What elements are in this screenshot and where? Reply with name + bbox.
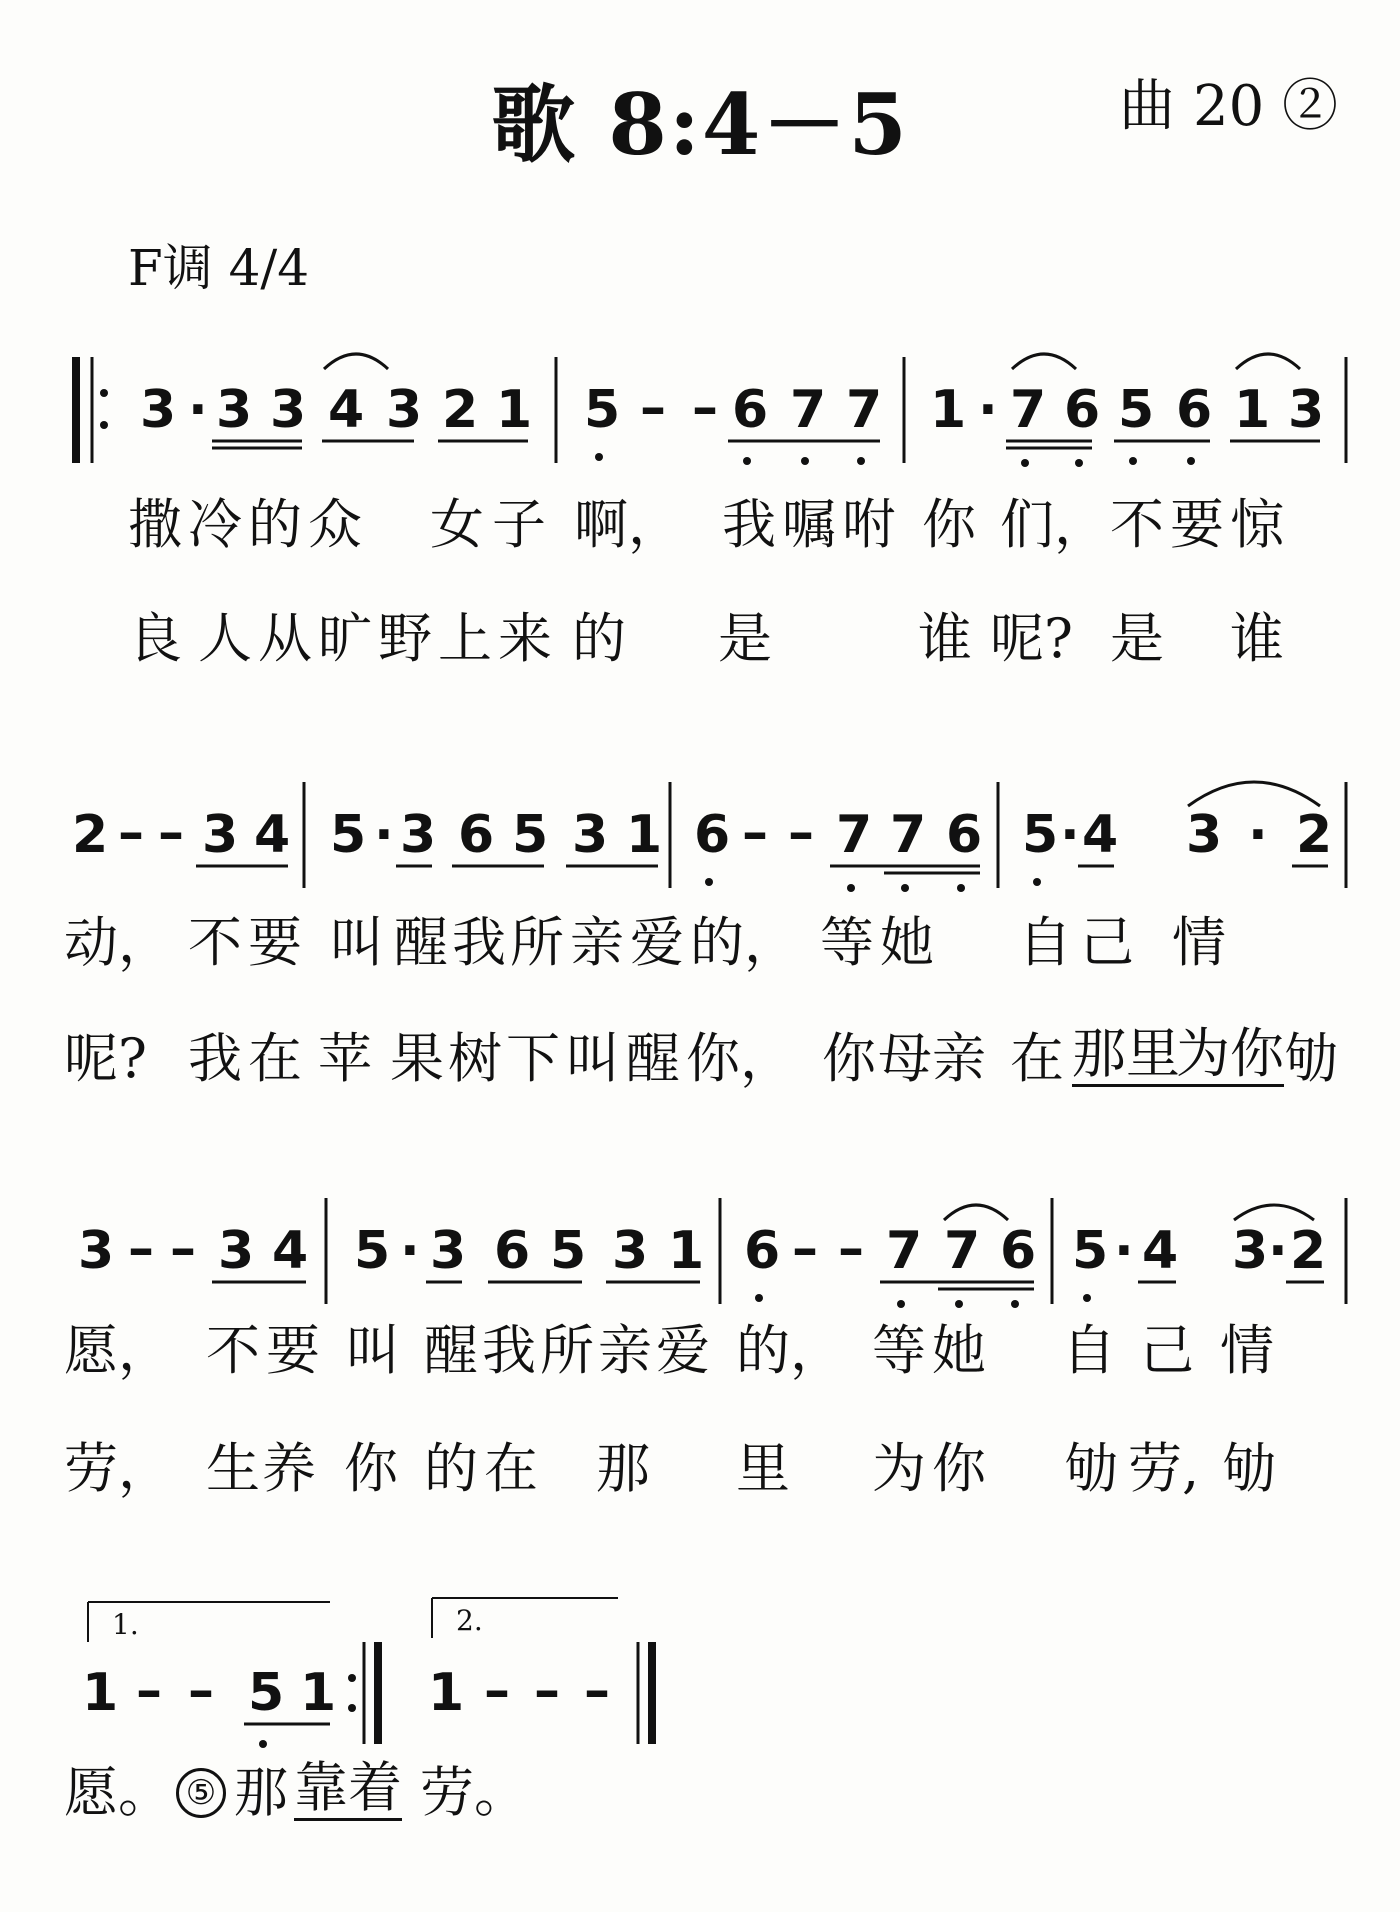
lyric-line-3 <box>0 908 1400 978</box>
lyric-char: 的 <box>424 1437 478 1500</box>
dash: – <box>136 1661 162 1721</box>
note: 3 <box>218 1221 255 1281</box>
repeat-dot <box>348 1704 356 1712</box>
lyric-char: 醒 <box>626 1027 680 1090</box>
lyric-char: 那 <box>596 1437 650 1500</box>
lyric-line-4 <box>0 1024 1400 1094</box>
lyric-char: 要 <box>266 1319 320 1382</box>
lyric-char: 良 <box>128 607 182 670</box>
note: 5 <box>248 1663 285 1723</box>
note: 3 <box>270 380 307 440</box>
note: 1 <box>496 380 533 440</box>
lyric-char: 那 <box>234 1761 288 1824</box>
dash: – <box>118 803 144 863</box>
lyric-char: 愿， <box>64 1319 172 1382</box>
lyric-char: 的 <box>248 493 302 556</box>
lyric-char: 里 <box>736 1437 790 1500</box>
lyric-char: 在 <box>248 1027 302 1090</box>
lyric-underlined-word: 为你 <box>1176 1022 1284 1085</box>
staff-2 <box>0 770 1400 880</box>
dash: – <box>792 1219 818 1279</box>
dash: – <box>692 378 718 438</box>
octave-dot <box>595 453 603 461</box>
dot-extension: · <box>1268 1221 1288 1281</box>
note: 6 <box>458 805 495 865</box>
note: 5 <box>512 805 549 865</box>
staff-4 <box>0 1594 1400 1723</box>
lyric-char: 所 <box>540 1319 594 1382</box>
note: 3 <box>386 380 423 440</box>
lyric-char: 呢? <box>64 1027 147 1090</box>
octave-dot <box>743 457 751 465</box>
note: 6 <box>744 1221 781 1281</box>
lyric-char: 从 <box>258 607 312 670</box>
octave-dot <box>1033 878 1041 886</box>
note: 6 <box>494 1221 531 1281</box>
dot-extension: · <box>1114 1221 1134 1281</box>
lyric-char: 旷 <box>318 607 372 670</box>
lyric-char: 是 <box>1110 607 1164 670</box>
note: 1 <box>428 1663 465 1723</box>
lyric-char: 野 <box>378 607 432 670</box>
lyric-char: 的， <box>736 1319 844 1382</box>
lyric-char: 嘱 <box>782 493 836 556</box>
lyric-char: 劳, <box>1128 1437 1200 1500</box>
dash: – <box>742 803 768 863</box>
dot-extension: · <box>978 380 998 440</box>
lyric-char: 情 <box>1172 911 1226 974</box>
octave-dot <box>1075 459 1083 467</box>
lyric-char: 不 <box>206 1319 260 1382</box>
lyric-char: 动， <box>64 911 172 974</box>
volta-number-1: 1. <box>112 1608 139 1641</box>
lyric-char: 在 <box>1010 1027 1064 1090</box>
note: 6 <box>1000 1221 1037 1281</box>
dash: – <box>484 1661 510 1721</box>
note: 7 <box>846 380 883 440</box>
dash: – <box>788 803 814 863</box>
slur <box>1234 1205 1314 1220</box>
lyric-char: 母 <box>878 1027 932 1090</box>
lyric-char: 你， <box>686 1027 794 1090</box>
note: 6 <box>732 380 769 440</box>
lyric-char: 惊 <box>1230 493 1284 556</box>
lyric-char: 的， <box>690 911 798 974</box>
note: 2 <box>1296 805 1333 865</box>
note: 3 <box>612 1221 649 1281</box>
note: 3 <box>202 805 239 865</box>
lyric-char: 人 <box>198 607 252 670</box>
note: 5 <box>1072 1221 1109 1281</box>
lyric-line-7 <box>0 1758 1400 1828</box>
lyric-char: 醒 <box>394 911 448 974</box>
lyric-char: 醒 <box>424 1319 478 1382</box>
note: 1 <box>626 805 663 865</box>
staff-3-svg <box>0 1186 1400 1326</box>
lyric-char: 我 <box>482 1319 536 1382</box>
note: 6 <box>1064 380 1101 440</box>
octave-dot <box>1083 1294 1091 1302</box>
octave-dot <box>1187 457 1195 465</box>
lyric-char: 情 <box>1220 1319 1274 1382</box>
page-title: 歌 8:4－5 <box>491 75 909 174</box>
lyric-char: 劬 <box>1222 1437 1276 1500</box>
dash: – <box>170 1219 196 1279</box>
slur <box>1188 782 1320 806</box>
lyric-char: 咐 <box>842 493 896 556</box>
dot-extension: · <box>374 805 394 865</box>
lyric-char: 撒 <box>128 493 182 556</box>
octave-dot <box>259 1740 267 1748</box>
staff-1 <box>0 345 1400 455</box>
lyric-char: 己 <box>1080 911 1134 974</box>
note: 5 <box>354 1221 391 1281</box>
dash: – <box>128 1219 154 1279</box>
note: 3 <box>1186 805 1223 865</box>
lyric-char: 她 <box>932 1319 986 1382</box>
note: 2 <box>1290 1221 1327 1281</box>
dash: – <box>158 803 184 863</box>
lyric-char: 要 <box>1170 493 1224 556</box>
lyric-char: 要 <box>248 911 302 974</box>
octave-dot <box>847 884 855 892</box>
lyric-char: 树 <box>448 1027 502 1090</box>
slur <box>324 354 388 369</box>
note: 4 <box>254 805 291 865</box>
lyric-char: 劳， <box>64 1437 172 1500</box>
lyric-char: 是 <box>718 607 772 670</box>
repeat-dot <box>100 421 108 429</box>
note: 6 <box>694 805 731 865</box>
note: 7 <box>890 805 927 865</box>
note: 7 <box>886 1221 923 1281</box>
key-and-meter: F调 4/4 <box>128 239 310 297</box>
octave-dot <box>857 457 865 465</box>
lyric-char: 在 <box>484 1437 538 1500</box>
lyric-char: 果 <box>390 1027 444 1090</box>
note: 3 <box>1288 380 1325 440</box>
lyric-char: 不 <box>188 911 242 974</box>
lyric-underlined-word: 靠着 <box>294 1756 402 1819</box>
lyric-char: 你 <box>922 493 976 556</box>
lyric-char: 众 <box>308 493 362 556</box>
lyric-char: 叫 <box>330 911 384 974</box>
note: 3 <box>572 805 609 865</box>
note: 7 <box>944 1221 981 1281</box>
note: 4 <box>1082 805 1119 865</box>
lyric-char: 的 <box>572 607 626 670</box>
dot-extension: · <box>400 1221 420 1281</box>
dash: – <box>838 1219 864 1279</box>
dash: – <box>584 1661 610 1721</box>
lyric-char: 你 <box>822 1027 876 1090</box>
lyric-char: 己 <box>1140 1319 1194 1382</box>
note: 6 <box>1176 380 1213 440</box>
lyric-char: 我 <box>452 911 506 974</box>
note: 5 <box>1022 805 1059 865</box>
volta-number-2: 2. <box>456 1604 483 1637</box>
lyric-line-5 <box>0 1316 1400 1386</box>
octave-dot <box>1011 1300 1019 1308</box>
lyric-char: 你 <box>932 1437 986 1500</box>
note: 7 <box>790 380 827 440</box>
lyric-char: 们， <box>1000 493 1108 556</box>
slur <box>944 1205 1008 1220</box>
staff-2-svg <box>0 770 1400 910</box>
lyric-line-2 <box>0 604 1400 674</box>
slur <box>1012 354 1076 369</box>
lyric-char: 劳。 <box>420 1761 528 1824</box>
lyric-char: 等 <box>820 911 874 974</box>
lyric-char: 爱 <box>630 911 684 974</box>
lyric-char: 她 <box>880 911 934 974</box>
lyric-char: 谁 <box>918 607 972 670</box>
repeat-dot <box>348 1674 356 1682</box>
note: 4 <box>328 380 365 440</box>
note: 3 <box>1232 1221 1269 1281</box>
lyric-char: 劬 <box>1284 1027 1338 1090</box>
lyric-char: 女 <box>430 493 484 556</box>
note: 1 <box>1234 380 1271 440</box>
note: 1 <box>82 1663 119 1723</box>
note: 3 <box>78 1221 115 1281</box>
lyric-char: 自 <box>1062 1319 1116 1382</box>
lyric-line-1 <box>0 490 1400 560</box>
repeat-dot <box>100 389 108 397</box>
dot-extension: · <box>188 380 208 440</box>
lyric-char: 亲 <box>598 1319 652 1382</box>
staff-1-svg <box>0 345 1400 485</box>
octave-dot <box>897 1300 905 1308</box>
tune-reference: 曲 20 ② <box>1119 74 1338 139</box>
note: 2 <box>442 380 479 440</box>
note: 1 <box>668 1221 705 1281</box>
octave-dot <box>957 884 965 892</box>
dot-extension: · <box>1060 805 1080 865</box>
octave-dot <box>955 1300 963 1308</box>
lyric-char: 呢? <box>990 607 1073 670</box>
dash: – <box>188 1661 214 1721</box>
note: 3 <box>430 1221 467 1281</box>
dash: – <box>534 1661 560 1721</box>
octave-dot <box>901 884 909 892</box>
note: 5 <box>584 380 621 440</box>
dash: – <box>640 378 666 438</box>
octave-dot <box>801 457 809 465</box>
note: 5 <box>550 1221 587 1281</box>
note: 3 <box>216 380 253 440</box>
lyric-char: 子 <box>492 493 546 556</box>
lyric-char: 不 <box>1110 493 1164 556</box>
lyric-char: 等 <box>872 1319 926 1382</box>
staff-3 <box>0 1186 1400 1296</box>
note: 7 <box>836 805 873 865</box>
dot-extension: · <box>1248 805 1268 865</box>
octave-dot <box>705 878 713 886</box>
lyric-char: 我 <box>188 1027 242 1090</box>
lyric-char: 自 <box>1018 911 1072 974</box>
lyric-char: 劬 <box>1064 1437 1118 1500</box>
note: 4 <box>1142 1221 1179 1281</box>
lyric-char: 爱 <box>656 1319 710 1382</box>
lyric-char: 来 <box>498 607 552 670</box>
lyric-line-6 <box>0 1434 1400 1504</box>
lyric-char: 亲 <box>570 911 624 974</box>
lyric-char: 我 <box>722 493 776 556</box>
lyric-char: 叫 <box>346 1319 400 1382</box>
lyric-char: 养 <box>262 1437 316 1500</box>
octave-dot <box>1129 457 1137 465</box>
lyric-char: 所 <box>510 911 564 974</box>
note: 1 <box>930 380 967 440</box>
lyric-char: 为 <box>872 1437 926 1500</box>
note: 6 <box>946 805 983 865</box>
lyric-char: 谁 <box>1230 607 1284 670</box>
lyric-char: 苹 <box>318 1027 372 1090</box>
staff-4-svg <box>0 1594 1400 1754</box>
circled-number-five: ⑤ <box>176 1768 226 1818</box>
lyric-char: 叫 <box>566 1027 620 1090</box>
note: 2 <box>72 805 109 865</box>
lyric-char: 生 <box>206 1437 260 1500</box>
octave-dot <box>755 1294 763 1302</box>
lyric-char: 冷 <box>188 493 242 556</box>
lyric-char: 亲 <box>932 1027 986 1090</box>
note: 5 <box>330 805 367 865</box>
note: 3 <box>400 805 437 865</box>
note: 7 <box>1010 380 1047 440</box>
note: 1 <box>300 1663 337 1723</box>
note: 4 <box>272 1221 309 1281</box>
lyric-underlined-word: 那里 <box>1072 1022 1180 1085</box>
lyric-char: 啊， <box>574 493 682 556</box>
lyric-char: 下 <box>506 1027 560 1090</box>
slur <box>1236 354 1300 369</box>
lyric-char: 上 <box>438 607 492 670</box>
note: 3 <box>140 380 177 440</box>
note: 5 <box>1118 380 1155 440</box>
octave-dot <box>1021 459 1029 467</box>
lyric-char: 你 <box>344 1437 398 1500</box>
lyric-char: 愿。 <box>64 1761 172 1824</box>
